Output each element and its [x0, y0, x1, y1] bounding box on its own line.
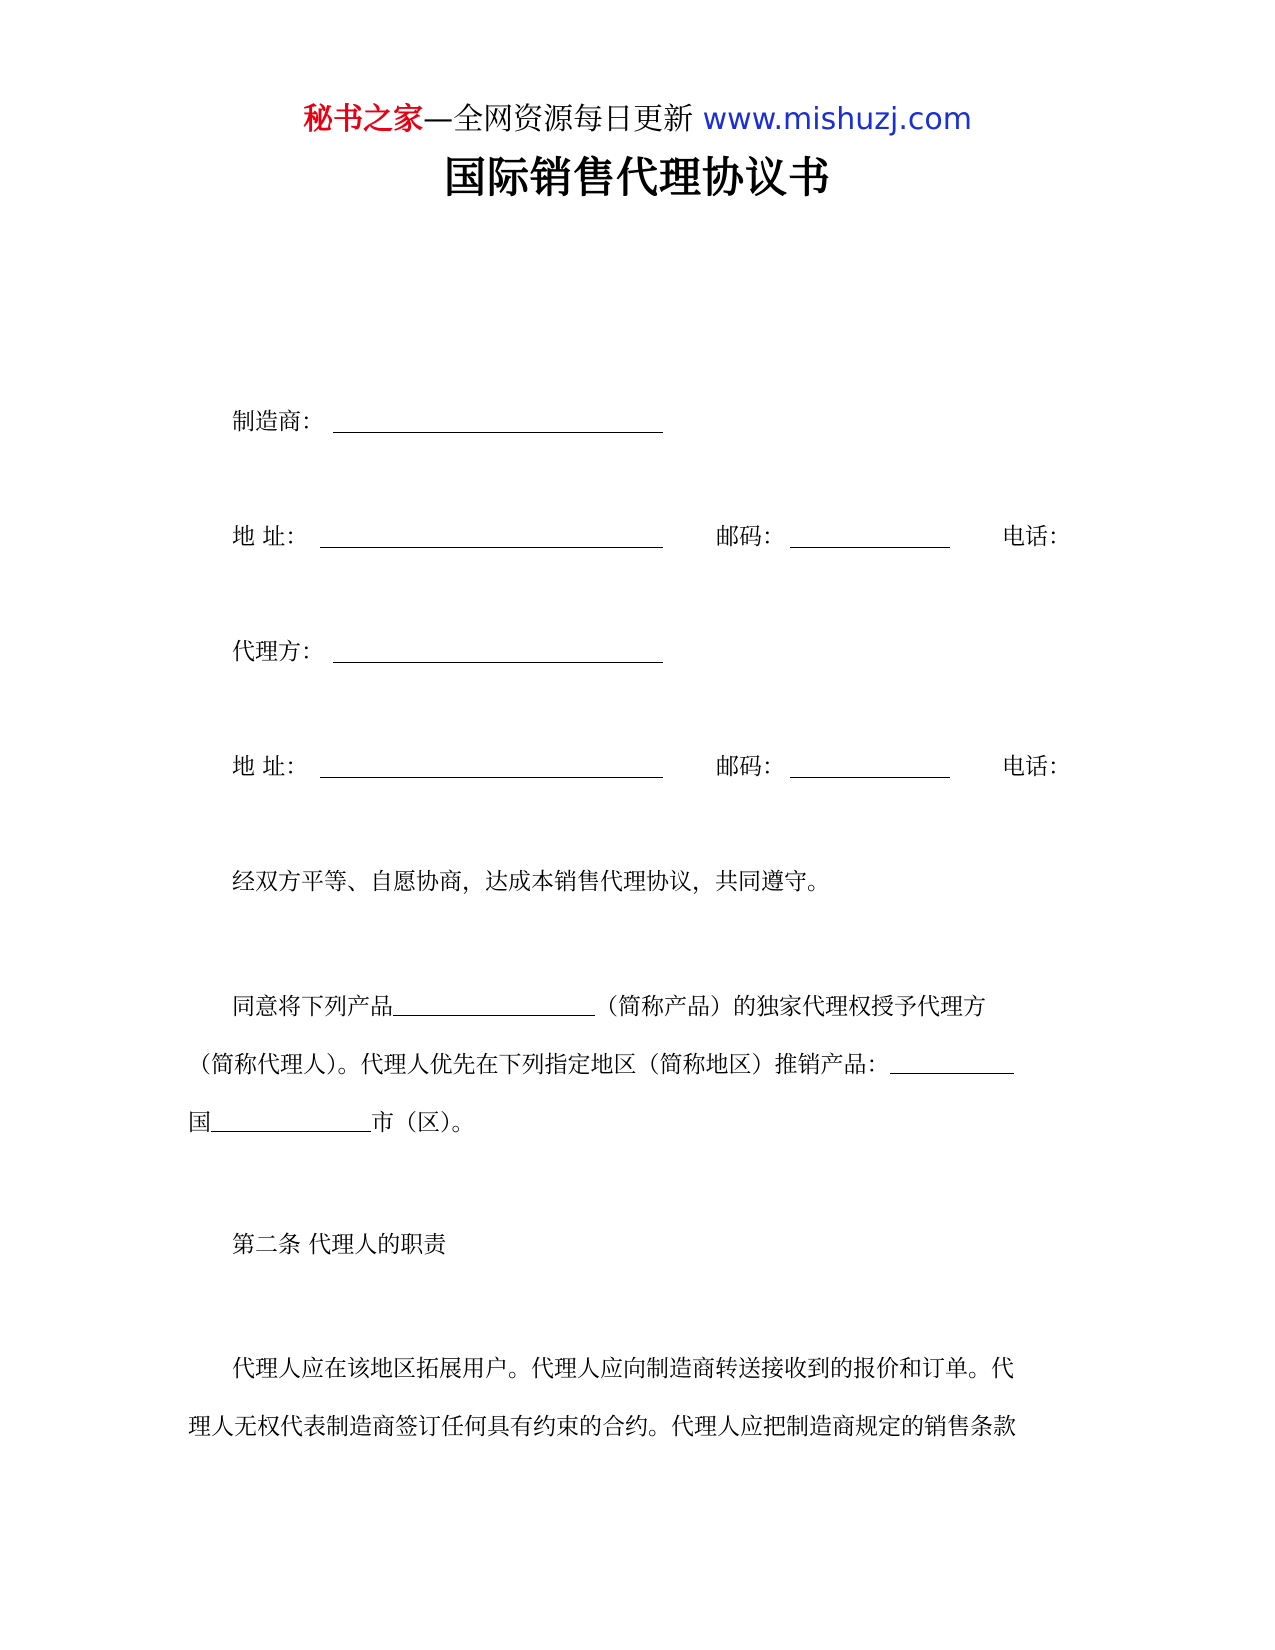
intro-row [0, 862, 1275, 902]
manufacturer-address-label: 地 址： [232, 524, 309, 550]
article2-line-1: 代理人应在该地区拓展用户。代理人应向制造商转送接收到的报价和订单。代 [232, 1356, 1014, 1382]
agent-postcode-blank [790, 747, 950, 778]
agent-address-blank [320, 747, 663, 778]
article2-heading: 第二条 代理人的职责 [232, 1232, 447, 1258]
grant-line-3 [188, 1094, 1088, 1152]
intro-text: 经双方平等、自愿协商，达成本销售代理协议，共同遵守。 [232, 869, 830, 895]
manufacturer-name-row [0, 402, 1275, 442]
article2-line-2: 理人无权代表制造商签订任何具有约束的合约。代理人应把制造商规定的销售条款 [188, 1414, 1016, 1440]
agent-address-label: 地 址： [232, 754, 309, 780]
header-tagline: —全网资源每日更新 [423, 102, 694, 137]
grant-paragraph [188, 978, 1088, 1152]
grant-line2: （简称代理人）。代理人优先在下列指定地区（简称地区）推销产品： [188, 1052, 890, 1078]
grant-line-2 [188, 1036, 1088, 1094]
manufacturer-name-blank [333, 402, 663, 433]
manufacturer-address-blank [320, 517, 663, 548]
agent-name-row [0, 632, 1275, 672]
site-url[interactable]: www.mishuzj.com [702, 102, 972, 137]
agent-label: 代理方： [232, 639, 324, 665]
region-blank [890, 1047, 1014, 1074]
grant-line3-b: 市（区）。 [371, 1110, 475, 1136]
manufacturer-postcode-blank [790, 517, 950, 548]
product-blank [393, 989, 595, 1016]
manufacturer-phone-label: 电话： [1002, 524, 1071, 550]
article2-paragraph [188, 1340, 1088, 1456]
agent-phone-label: 电话： [1002, 754, 1071, 780]
grant-line3-a: 国 [188, 1110, 211, 1136]
grant-line-1 [188, 978, 1088, 1036]
grant-line1-b: （简称产品）的独家代理权授予代理方 [595, 994, 986, 1020]
manufacturer-postcode-label: 邮码： [716, 524, 785, 550]
agent-name-blank [333, 632, 663, 663]
agent-address-row [0, 747, 1275, 787]
country-blank [211, 1105, 371, 1132]
site-header [0, 100, 1275, 140]
article2-heading-row [0, 1225, 1275, 1265]
manufacturer-address-row [0, 517, 1275, 557]
manufacturer-label: 制造商： [232, 409, 324, 435]
brand-name: 秘书之家 [303, 102, 424, 137]
grant-line1-a: 同意将下列产品 [232, 994, 393, 1020]
agent-postcode-label: 邮码： [716, 754, 785, 780]
document-title: 国际销售代理协议书 [443, 153, 831, 202]
